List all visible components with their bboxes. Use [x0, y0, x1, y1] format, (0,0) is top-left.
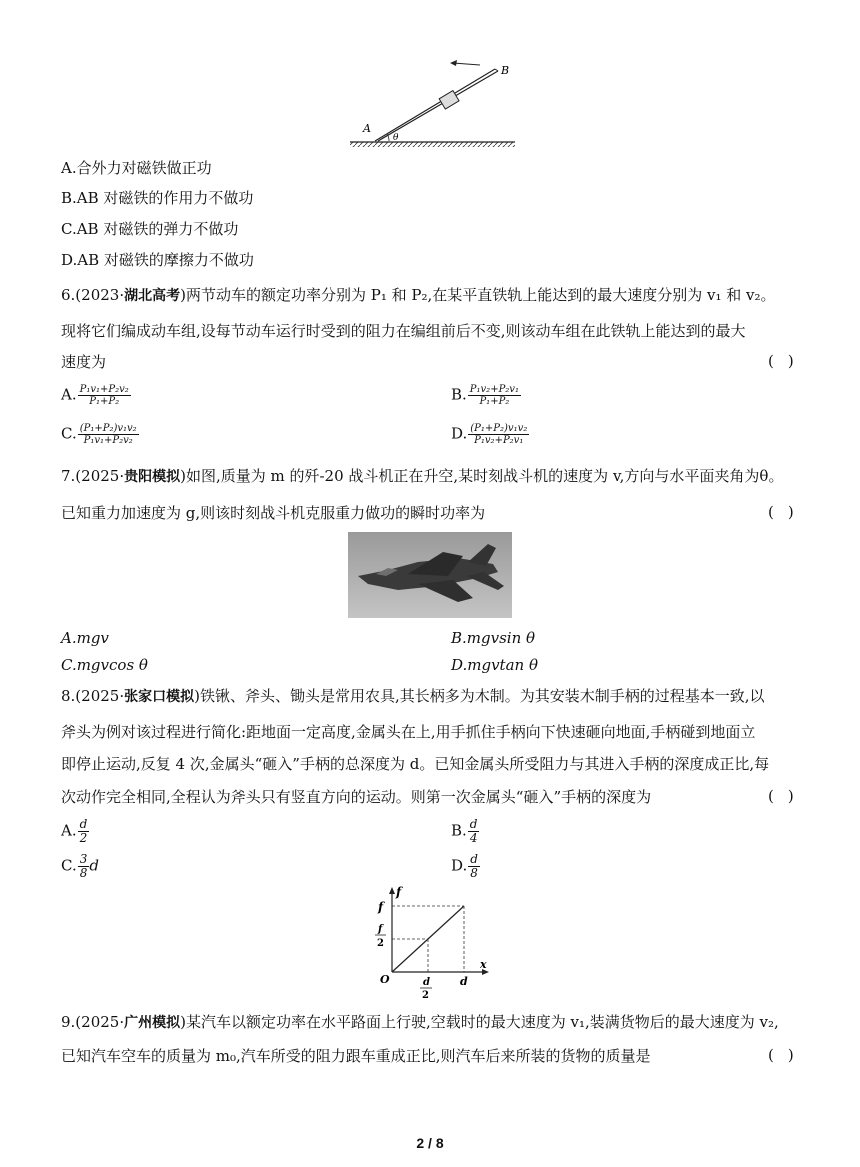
q9-line-1: 9.(2025·广州模拟)某汽车以额定功率在水平路面上行驶,空载时的最大速度为 v₁,装满货物后的最大速度为 v₂, — [61, 1013, 779, 1031]
y-axis-label: f — [396, 885, 402, 899]
label-b: B — [501, 64, 510, 77]
y-tick-f: f — [378, 900, 384, 914]
q6-line-3: 速度为 — [61, 353, 107, 371]
q8-option-c: C. $\frac{3}{8}$ d — [61, 852, 99, 880]
page-number: 2 / 8 — [416, 1135, 444, 1151]
q8-source: 张家口模拟 — [124, 689, 195, 705]
motion-arrow — [453, 63, 480, 65]
origin-label: O — [380, 973, 390, 986]
label-a: A — [363, 122, 371, 135]
q7-source: 贵阳模拟 — [124, 469, 181, 485]
q5-option-a: A.合外力对磁铁做正功 — [61, 159, 212, 177]
x-tick-d: d — [460, 975, 468, 988]
q5-option-b: B.AB 对磁铁的作用力不做功 — [61, 189, 254, 207]
q6-option-d: D. $\frac{\text{(P₁+P₂)v₁v₂}}{\text{P₁v₂+P₂v₁}}$ — [451, 423, 528, 446]
x-tick-half-num: d — [423, 977, 430, 988]
y-tick-half-den: 2 — [377, 938, 384, 949]
q8-line-3: 即停止运动,反复 4 次,金属头“砸入”手柄的总深度为 d。已知金属头所受阻力与其进入手柄的深度成正比,每 — [61, 755, 770, 773]
q9-answer-paren: () — [768, 1046, 808, 1064]
magnet-block — [439, 91, 459, 110]
q6-source: 湖北高考 — [124, 288, 181, 304]
q8-option-b: B. $\frac{d}{4}$ — [451, 817, 478, 845]
q7-line-2: 已知重力加速度为 g,则该时刻战斗机克服重力做功的瞬时功率为 — [61, 504, 486, 522]
q9-line-2: 已知汽车空车的质量为 m₀,汽车所受的阻力跟车重成正比,则汽车后来所装的货物的质量是 — [61, 1047, 651, 1065]
q8-option-d: D. $\frac{d}{8}$ — [451, 852, 478, 880]
q6-answer-paren: () — [768, 352, 808, 370]
q6-option-a: A. $\frac{\text{P₁v₁+P₂v₂}}{\text{P₁+P₂}}$ — [61, 384, 129, 407]
q6-line-2: 现将它们编成动车组,设每节动车运行时受到的阻力在编组前后不变,则该动车组在此铁轨上能达到的最大 — [61, 322, 746, 340]
q8-line-1: 8.(2025·张家口模拟)铁锹、斧头、锄头是常用农具,其长柄多为木制。为其安装木制手柄的过程基本一致,以 — [61, 687, 765, 705]
q6-line-1: 6.(2023·湖北高考)两节动车的额定功率分别为 P₁ 和 P₂,在某平直铁轨上能达到的最大速度分别为 v₁ 和 v₂。 — [61, 286, 776, 304]
q5-option-c: C.AB 对磁铁的弹力不做功 — [61, 220, 239, 238]
label-theta: θ — [393, 133, 399, 143]
q7-option-a: A.mgv — [61, 629, 109, 647]
q8-line-4: 次动作完全相同,全程认为斧头只有竖直方向的运动。则第一次金属头“砸入”手柄的深度为 — [61, 788, 652, 806]
q6-option-c: C. $\frac{\text{(P₁+P₂)v₁v₂}}{\text{P₁v₁+P₂v₂}}$ — [61, 423, 137, 446]
x-axis-label: x — [480, 958, 487, 971]
q8-line-2: 斧头为例对该过程进行简化:距地面一定高度,金属头在上,用手抓住手柄向下快速砸向地面,手柄碰到地面立 — [61, 723, 756, 741]
fighter-jet-photo — [348, 532, 512, 618]
q9-source: 广州模拟 — [124, 1015, 181, 1031]
y-tick-half-num: f — [378, 924, 383, 935]
force-depth-graph — [362, 884, 497, 1002]
q7-line-1: 7.(2025·贵阳模拟)如图,质量为 m 的歼-20 战斗机正在升空,某时刻战斗机的速度为 v,方向与水平面夹角为θ。 — [61, 467, 784, 485]
q5-option-d: D.AB 对磁铁的摩擦力不做功 — [61, 251, 254, 269]
q8-answer-paren: () — [768, 787, 808, 805]
q7-option-c: C.mgvcos θ — [61, 656, 148, 674]
q7-option-d: D.mgvtan θ — [451, 656, 538, 674]
q7-option-b: B.mgvsin θ — [451, 629, 536, 647]
q7-answer-paren: () — [768, 503, 808, 521]
x-tick-half-den: 2 — [422, 990, 429, 1001]
q8-option-a: A. $\frac{d}{2}$ — [61, 817, 88, 845]
q6-option-b: B. $\frac{\text{P₁v₂+P₂v₁}}{\text{P₁+P₂}}$ — [451, 384, 519, 407]
incline-figure — [345, 55, 525, 155]
